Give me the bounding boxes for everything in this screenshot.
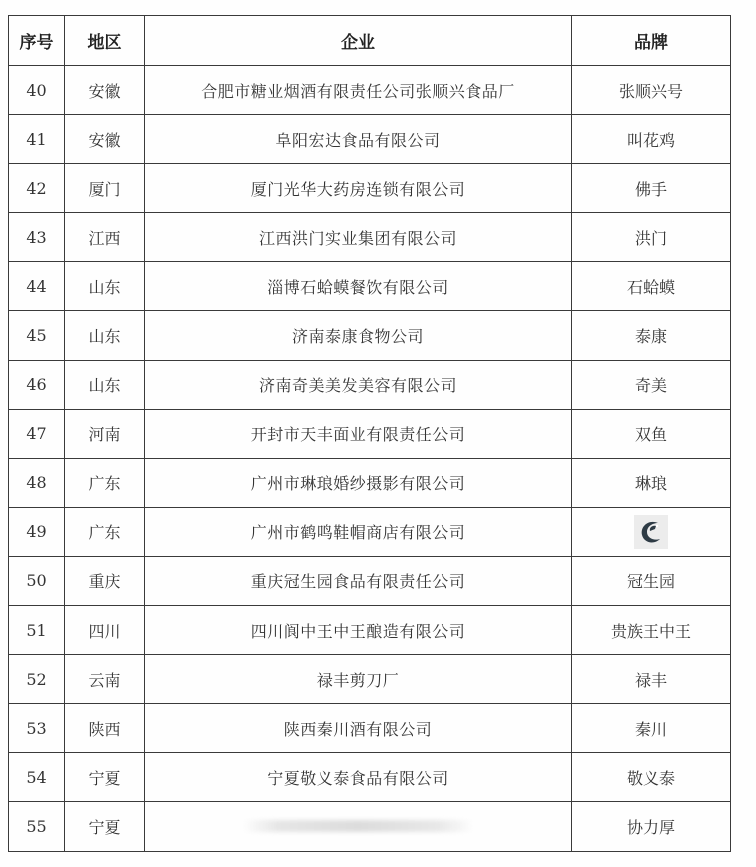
header-company: 企业 [145, 16, 572, 66]
row-company-cell: 陕西秦川酒有限公司 [145, 704, 572, 753]
table-row [9, 458, 731, 507]
row-brand-cell: 禄丰 [572, 655, 731, 704]
row-company-cell: 广州市琳琅婚纱摄影有限公司 [145, 458, 572, 507]
row-region-cell: 重庆 [65, 556, 145, 605]
row-index-cell: 51 [9, 606, 65, 655]
row-index-cell: 43 [9, 213, 65, 262]
row-region-cell: 宁夏 [65, 753, 145, 802]
row-brand-cell: 奇美 [572, 360, 731, 409]
row-brand-cell [572, 507, 731, 556]
row-region-cell: 陕西 [65, 704, 145, 753]
table-row [9, 360, 731, 409]
row-index-cell: 53 [9, 704, 65, 753]
row-index-cell: 42 [9, 164, 65, 213]
row-index-cell: 52 [9, 655, 65, 704]
row-index-cell: 54 [9, 753, 65, 802]
brand-table [8, 15, 731, 852]
row-region-cell: 河南 [65, 409, 145, 458]
row-region-cell: 云南 [65, 655, 145, 704]
table-row [9, 753, 731, 802]
row-brand-cell: 佛手 [572, 164, 731, 213]
row-index-cell: 45 [9, 311, 65, 360]
row-region-cell: 江西 [65, 213, 145, 262]
row-brand-cell: 洪门 [572, 213, 731, 262]
row-company-cell: 阜阳宏达食品有限公司 [145, 115, 572, 164]
row-index-cell: 55 [9, 802, 65, 851]
row-brand-cell: 双鱼 [572, 409, 731, 458]
crane-logo-icon [634, 515, 668, 549]
row-brand-cell: 张顺兴号 [572, 66, 731, 115]
row-brand-cell: 协力厚 [572, 802, 731, 851]
row-company-cell: 广州市鹤鸣鞋帽商店有限公司 [145, 507, 572, 556]
row-region-cell: 安徽 [65, 66, 145, 115]
row-brand-cell: 泰康 [572, 311, 731, 360]
row-company-cell: 重庆冠生园食品有限责任公司 [145, 556, 572, 605]
table-header [9, 16, 731, 66]
table-body [9, 66, 731, 852]
row-company-cell: 济南泰康食物公司 [145, 311, 572, 360]
row-region-cell: 山东 [65, 262, 145, 311]
table-row [9, 66, 731, 115]
table-row [9, 262, 731, 311]
row-company-cell: 江西洪门实业集团有限公司 [145, 213, 572, 262]
row-brand-cell: 琳琅 [572, 458, 731, 507]
redacted-company-name [243, 820, 473, 832]
row-region-cell: 山东 [65, 360, 145, 409]
row-index-cell: 44 [9, 262, 65, 311]
table-row [9, 655, 731, 704]
row-company-cell [145, 802, 572, 851]
table-row [9, 409, 731, 458]
row-company-cell: 禄丰剪刀厂 [145, 655, 572, 704]
row-company-cell: 厦门光华大药房连锁有限公司 [145, 164, 572, 213]
row-company-cell: 济南奇美美发美容有限公司 [145, 360, 572, 409]
row-index-cell: 50 [9, 556, 65, 605]
row-index-cell: 40 [9, 66, 65, 115]
table-row [9, 556, 731, 605]
table-row [9, 606, 731, 655]
table-row [9, 704, 731, 753]
row-region-cell: 广东 [65, 458, 145, 507]
row-company-cell: 宁夏敬义泰食品有限公司 [145, 753, 572, 802]
row-brand-cell: 敬义泰 [572, 753, 731, 802]
table-row [9, 507, 731, 556]
row-region-cell: 安徽 [65, 115, 145, 164]
row-company-cell: 开封市天丰面业有限责任公司 [145, 409, 572, 458]
header-region: 地区 [65, 16, 145, 66]
row-region-cell: 厦门 [65, 164, 145, 213]
table-row [9, 802, 731, 851]
table-row [9, 164, 731, 213]
header-brand: 品牌 [572, 16, 731, 66]
row-company-cell: 合肥市糖业烟酒有限责任公司张顺兴食品厂 [145, 66, 572, 115]
row-index-cell: 47 [9, 409, 65, 458]
row-company-cell: 四川阆中王中王酿造有限公司 [145, 606, 572, 655]
table-row [9, 115, 731, 164]
row-region-cell: 四川 [65, 606, 145, 655]
row-index-cell: 41 [9, 115, 65, 164]
row-brand-cell: 贵族王中王 [572, 606, 731, 655]
row-company-cell: 淄博石蛤蟆餐饮有限公司 [145, 262, 572, 311]
row-region-cell: 宁夏 [65, 802, 145, 851]
row-index-cell: 46 [9, 360, 65, 409]
row-index-cell: 49 [9, 507, 65, 556]
row-index-cell: 48 [9, 458, 65, 507]
header-row [9, 16, 731, 66]
table-row [9, 311, 731, 360]
row-brand-cell: 石蛤蟆 [572, 262, 731, 311]
header-index: 序号 [9, 16, 65, 66]
row-region-cell: 广东 [65, 507, 145, 556]
row-region-cell: 山东 [65, 311, 145, 360]
row-brand-cell: 冠生园 [572, 556, 731, 605]
row-brand-cell: 叫花鸡 [572, 115, 731, 164]
table-row [9, 213, 731, 262]
row-brand-cell: 秦川 [572, 704, 731, 753]
